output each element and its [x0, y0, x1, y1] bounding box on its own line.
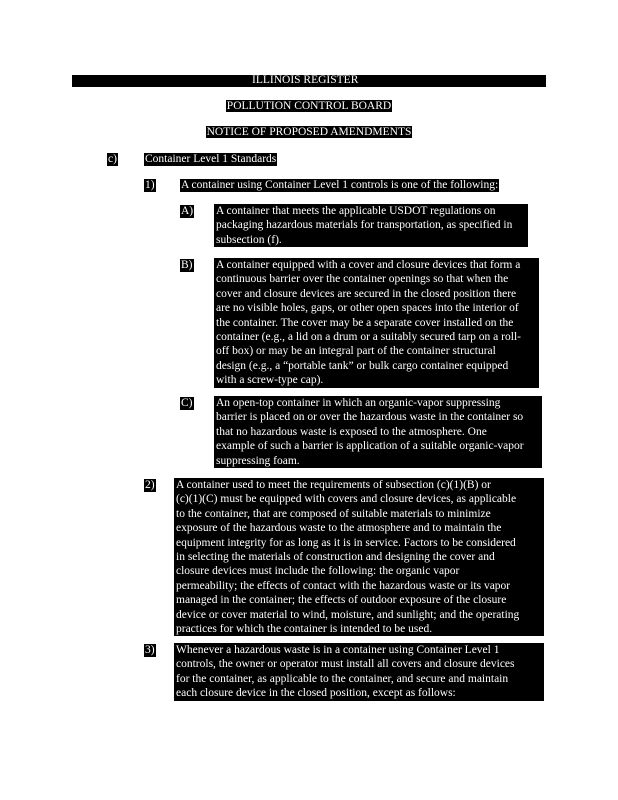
- subitem-c-number: C): [181, 397, 193, 409]
- text-line: each closure device in the closed position, except as follows:: [176, 687, 456, 700]
- section-label: c): [108, 153, 117, 165]
- item-1-text: A container using Container Level 1 controls is one of the following:: [181, 179, 499, 191]
- text-line: managed in the container; the effects of outdoor exposure of the closure: [176, 594, 507, 607]
- text-line: barrier is placed on or over the hazardous waste in the container so: [216, 411, 524, 424]
- text-line: off box) or may be an integral part of the container structural: [216, 345, 496, 358]
- item-1-number: 1): [145, 179, 155, 191]
- text-line: Whenever a hazardous waste is in a container using Container Level 1: [176, 644, 500, 656]
- text-line: with a screw-type cap).: [216, 374, 324, 387]
- board-title-row: [0, 100, 618, 113]
- text-line: continuous barrier over the container openings so that when the: [216, 273, 509, 286]
- subitem-c-text: [214, 396, 542, 468]
- text-line: controls, the owner or operator must install all covers and closure devices: [176, 658, 515, 671]
- header-rule: [72, 75, 546, 87]
- text-line: example of such a barrier is application of a suitable organic-vapor: [216, 440, 524, 453]
- item-2-text: [174, 478, 544, 636]
- text-line: A container used to meet the requirements of subsection (c)(1)(B) or: [176, 479, 491, 491]
- text-line: (c)(1)(C) must be equipped with covers and closure devices, as applicable: [176, 493, 517, 506]
- subitem-a-number: A): [181, 205, 194, 217]
- subitem-a-text: [214, 204, 528, 247]
- text-line: closure devices must include the following: the organic vapor: [176, 565, 460, 578]
- text-line: in selecting the materials of construction and designing the cover and: [176, 551, 495, 564]
- item-2-number: 2): [145, 479, 155, 491]
- item-3-text: [174, 643, 544, 701]
- text-line: exposure of the hazardous waste to the atmosphere and to maintain the: [176, 522, 502, 535]
- text-line: to the container, that are composed of suitable materials to minimize: [176, 507, 491, 520]
- text-line: equipment integrity for as long as it is in service. Factors to be considered: [176, 536, 516, 549]
- text-line: A container equipped with a cover and closure devices that form a: [216, 259, 521, 271]
- text-line: An open-top container in which an organic-vapor suppressing: [216, 397, 501, 409]
- text-line: practices for which the container is intended to be used.: [176, 623, 433, 636]
- text-line: A container that meets the applicable USDOT regulations on: [216, 205, 496, 217]
- text-line: cover and closure devices are secured in the closed position there: [216, 287, 517, 300]
- text-line: for the container, as applicable to the container, and secure and maintain: [176, 672, 509, 685]
- text-line: design (e.g., a “portable tank” or bulk cargo container equipped: [216, 359, 509, 372]
- text-line: the container. The cover may be a separate cover installed on the: [216, 316, 514, 329]
- notice-title-row: [0, 126, 618, 139]
- text-line: container (e.g., a lid on a drum or a suitably secured tarp on a roll-: [216, 331, 521, 344]
- board-title: POLLUTION CONTROL BOARD: [226, 100, 392, 112]
- item-3-number: 3): [145, 644, 155, 656]
- subitem-b-text: [214, 258, 539, 388]
- text-line: are no visible holes, gaps, or other open spaces into the interior of: [216, 302, 519, 315]
- text-line: suppressing foam.: [216, 454, 300, 467]
- text-line: device or cover material to wind, moisture, and sunlight; and the operating: [176, 608, 520, 621]
- text-line: subsection (f).: [216, 233, 282, 246]
- section-title: Container Level 1 Standards: [145, 153, 277, 165]
- text-line: permeability; the effects of contact with the hazardous waste or its vapor: [176, 579, 511, 592]
- text-line: packaging hazardous materials for transportation, as specified in: [216, 219, 513, 232]
- register-title: ILLINOIS REGISTER: [252, 74, 359, 86]
- text-line: that no hazardous waste is exposed to the atmosphere. One: [216, 425, 487, 438]
- notice-title: NOTICE OF PROPOSED AMENDMENTS: [206, 126, 412, 138]
- subitem-b-number: B): [181, 259, 193, 271]
